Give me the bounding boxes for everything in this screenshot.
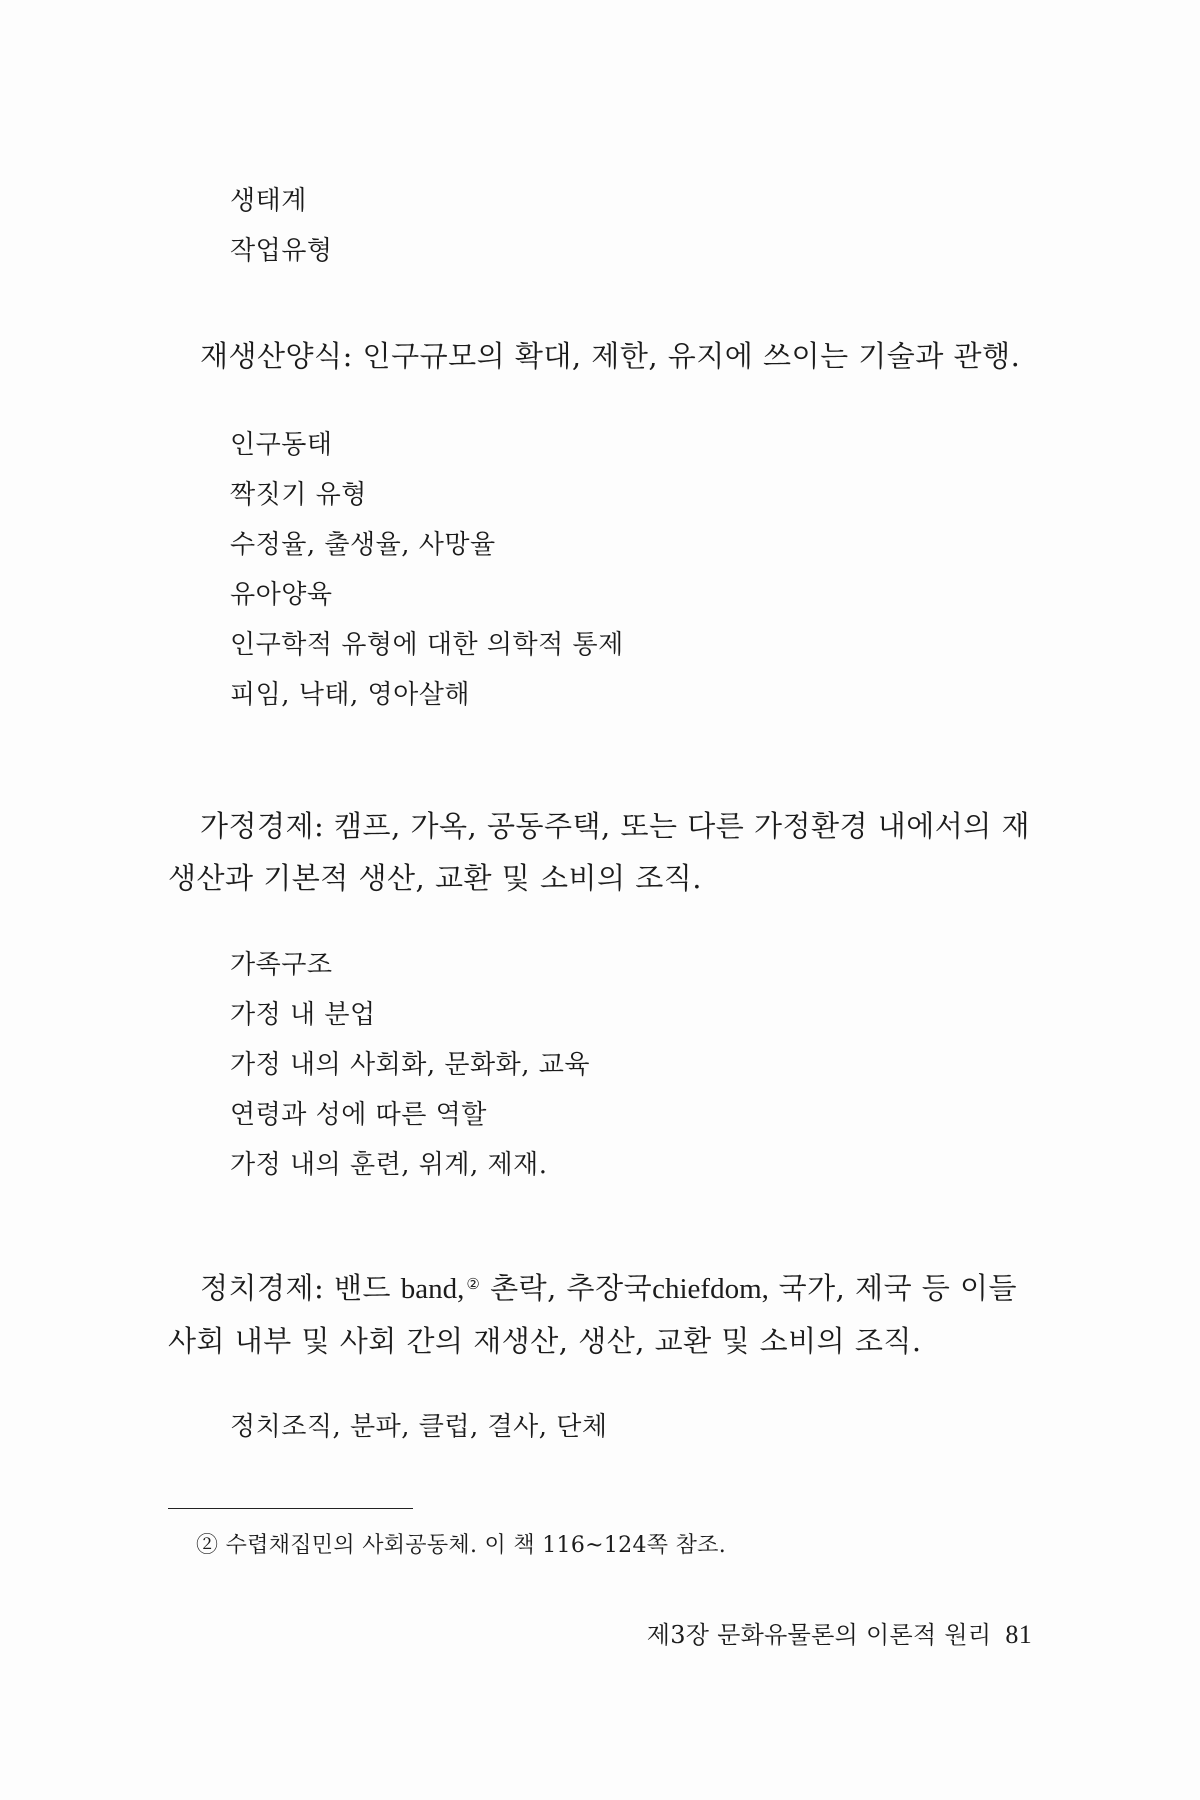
footnote-reference[interactable]: ② (466, 1275, 481, 1293)
list-item: 짝짓기 유형 (230, 480, 367, 510)
list-item: 정치조직, 분파, 클럽, 결사, 단체 (230, 1412, 608, 1442)
list-ecosystem (230, 176, 332, 276)
list-item: 유아양육 (230, 580, 333, 610)
list-item: 가정 내 분업 (230, 1000, 376, 1030)
list-political-organization (230, 1402, 608, 1452)
list-item: 인구동태 (230, 430, 333, 460)
paragraph-political-economy (168, 1262, 1068, 1367)
list-item: 피임, 낙태, 영아살해 (230, 680, 470, 710)
running-footer (647, 1618, 1032, 1652)
page-number: 81 (1005, 1620, 1032, 1649)
chapter-title: 제3장 문화유물론의 이론적 원리 (646, 1621, 992, 1649)
term-chiefdom: chiefdom, (652, 1273, 769, 1305)
list-item: 생태계 (230, 186, 307, 216)
footnote-divider (168, 1508, 413, 1509)
paragraph-line (168, 1262, 1068, 1315)
paragraph-domestic-economy (168, 800, 1068, 904)
list-demography (230, 420, 624, 720)
list-item: 가정 내의 사회화, 문화화, 교육 (230, 1050, 590, 1080)
list-item: 수정율, 출생율, 사망율 (230, 530, 496, 560)
list-family (230, 940, 590, 1190)
list-item: 작업유형 (230, 236, 333, 266)
footnote: ② 수렵채집민의 사회공동체. 이 책 116~124쪽 참조. (196, 1533, 726, 1558)
text-run: 국가, 제국 등 이들 (768, 1271, 1018, 1305)
term-band: band, (400, 1273, 465, 1305)
list-item: 가족구조 (230, 950, 333, 980)
list-item: 가정 내의 훈련, 위계, 제재. (230, 1150, 548, 1180)
paragraph-line: 생산과 기본적 생산, 교환 및 소비의 조직. (168, 861, 702, 895)
paragraph-mode-of-reproduction: 재생산양식: 인구규모의 확대, 제한, 유지에 쓰이는 기술과 관행. (200, 339, 1021, 373)
text-run: 정치경제: 밴드 (200, 1271, 401, 1305)
paragraph-line: 가정경제: 캠프, 가옥, 공동주택, 또는 다른 가정환경 내에서의 재 (200, 809, 1031, 843)
paragraph-line: 사회 내부 및 사회 간의 재생산, 생산, 교환 및 소비의 조직. (168, 1324, 922, 1358)
list-item: 연령과 성에 따른 역할 (230, 1100, 487, 1130)
text-run: 촌락, 추장국 (480, 1271, 653, 1305)
list-item: 인구학적 유형에 대한 의학적 통제 (230, 630, 624, 660)
